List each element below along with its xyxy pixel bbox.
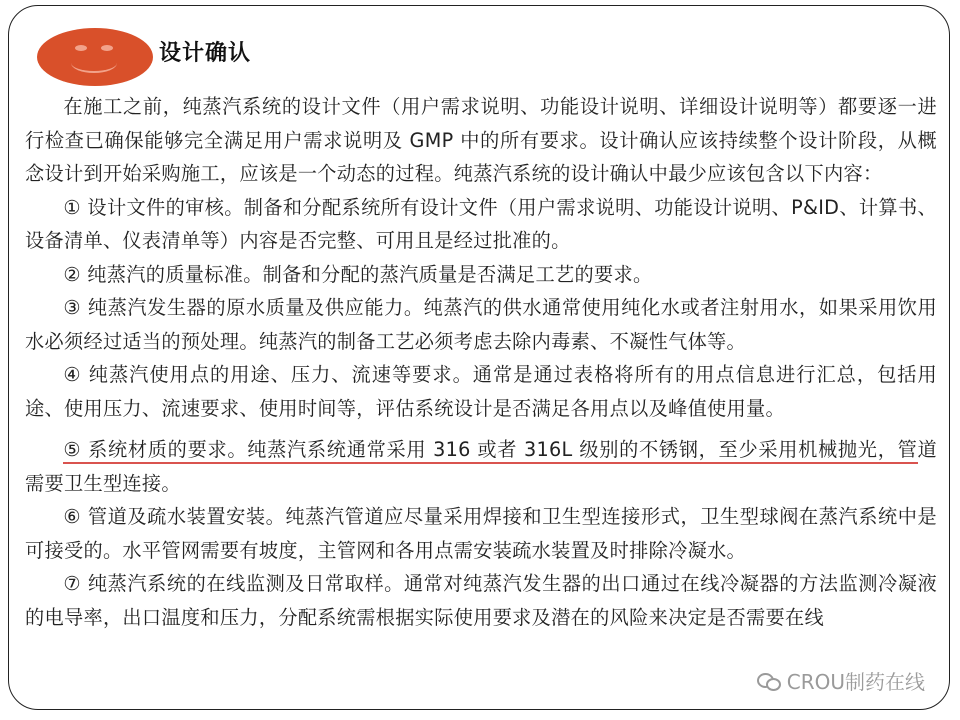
paragraph-intro: 在施工之前，纯蒸汽系统的设计文件（用户需求说明、功能设计说明、详细设计说明等）都要逐一进行检查已确保能够完全满足用户需求说明及 GMP 中的所有要求。设计确认应该持续整个设计阶段，从概念设计到开始采购施工，应该是一个动态的过程。纯蒸汽系统的设计确认中最少应该包含以下内容： <box>25 95 937 185</box>
watermark-text: CROU制药在线 <box>786 670 925 694</box>
paragraph-item-6: ⑥ 管道及疏水装置安装。纯蒸汽管道应尽量采用焊接和卫生型连接形式，卫生型球阀在蒸汽系统中是可接受的。水平管网需要有坡度，主管网和各用点需安装疏水装置及时排除冷凝水。 <box>25 505 937 562</box>
wechat-icon <box>757 671 781 691</box>
smiley-mouth-icon <box>71 53 117 73</box>
paragraph-item-5-rest: 道需要卫生型连接。 <box>25 438 937 495</box>
smiley-badge-icon <box>37 28 153 86</box>
slide-body <box>25 90 937 634</box>
underlined-text: ⑤ 系统材质的要求。纯蒸汽系统通常采用 316 或者 316L 级别的不锈钢，至少采用机械抛光，管 <box>63 438 917 464</box>
paragraph-item-3: ③ 纯蒸汽发生器的原水质量及供应能力。纯蒸汽的供水通常使用纯化水或者注射用水，如果采用饮用水必须经过适当的预处理。纯蒸汽的制备工艺必须考虑去除内毒素、不凝性气体等。 <box>25 296 937 353</box>
watermark <box>757 666 925 695</box>
paragraph-item-7: ⑦ 纯蒸汽系统的在线监测及日常取样。通常对纯蒸汽发生器的出口通过在线冷凝器的方法监测冷凝液的电导率，出口温度和压力，分配系统需根据实际使用要求及潜在的风险来决定是否需要在线 <box>25 572 937 629</box>
paragraph-item-5 <box>25 433 937 500</box>
slide <box>8 5 950 710</box>
slide-title: 设计确认 <box>159 41 252 66</box>
paragraph-item-1: ① 设计文件的审核。制备和分配系统所有设计文件（用户需求说明、功能设计说明、P&ID、计算书、设备清单、仪表清单等）内容是否完整、可用且是经过批准的。 <box>25 195 937 252</box>
smiley-eye-icon <box>101 45 113 51</box>
paragraph-item-2: ② 纯蒸汽的质量标准。制备和分配的蒸汽质量是否满足工艺的要求。 <box>63 262 653 286</box>
paragraph-item-4: ④ 纯蒸汽使用点的用途、压力、流速等要求。通常是通过表格将所有的用点信息进行汇总，包括用途、使用压力、流速要求、使用时间等，评估系统设计是否满足各用点以及峰值使用量。 <box>25 363 937 420</box>
smiley-eye-icon <box>75 45 87 51</box>
